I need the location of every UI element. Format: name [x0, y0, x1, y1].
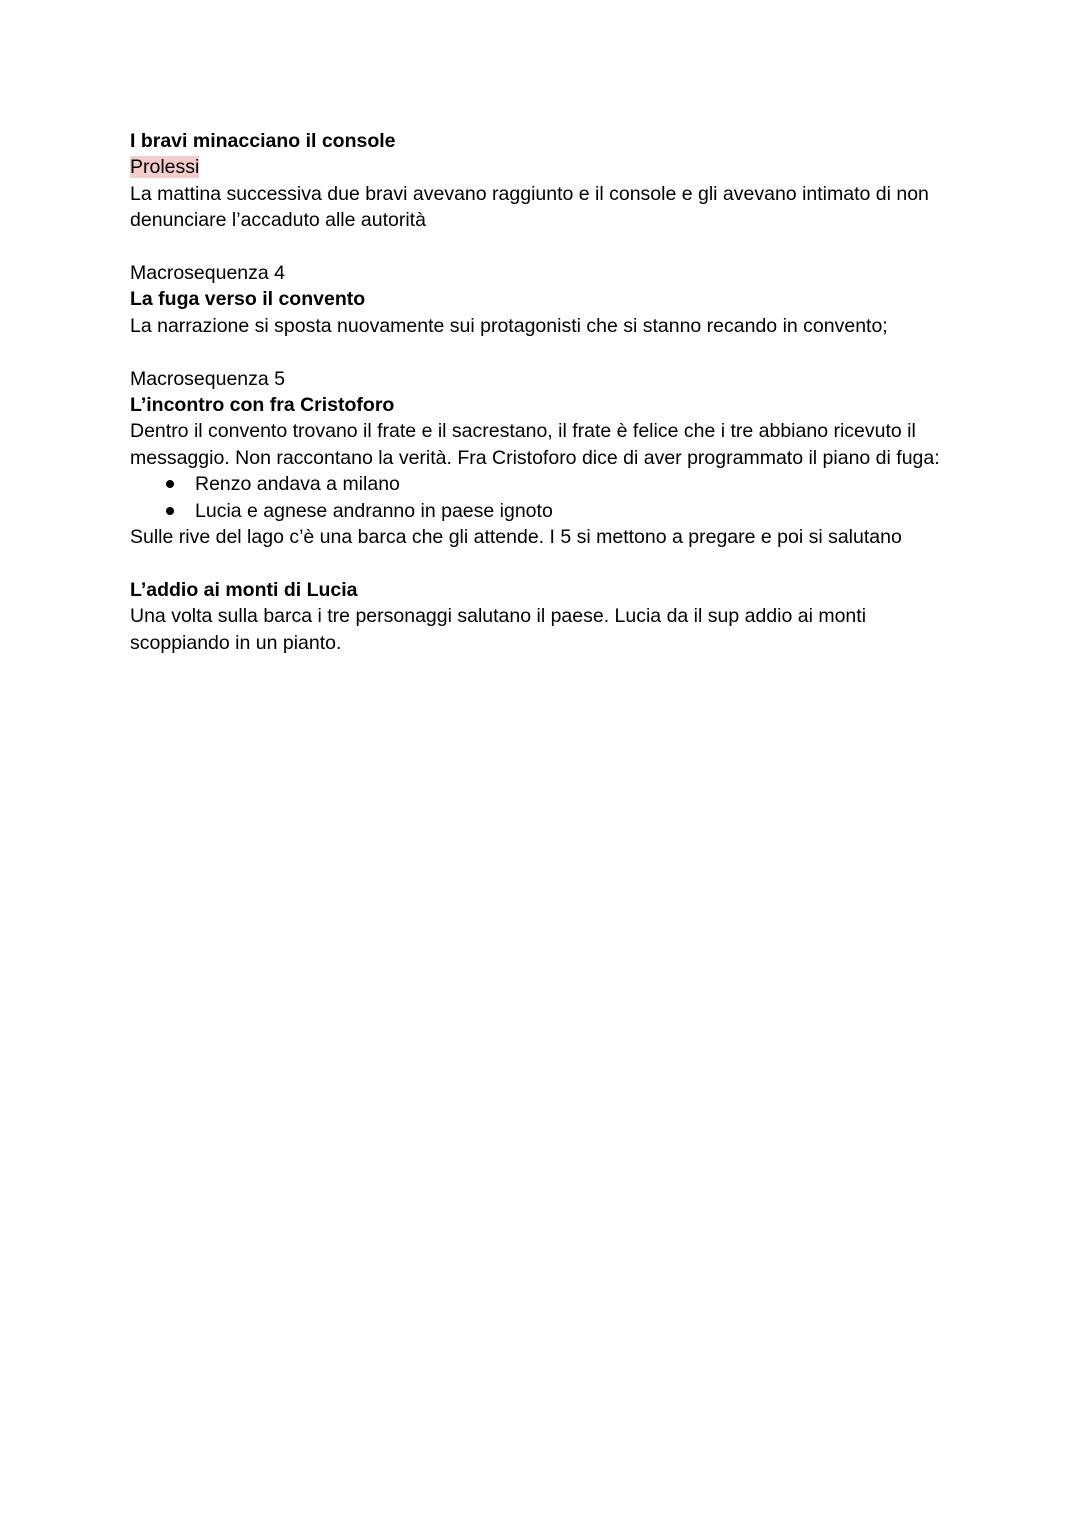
- paragraph-gap: [130, 550, 960, 576]
- paragraph-gap: [130, 339, 960, 365]
- bullet-icon: [166, 507, 174, 515]
- section-heading: L’addio ai monti di Lucia: [130, 578, 358, 601]
- bullet-icon: [166, 480, 174, 488]
- highlighted-tag: Prolessi: [130, 156, 200, 179]
- list-item: [130, 498, 960, 524]
- section-body: La mattina successiva due bravi avevano raggiunto e il console e gli avevano intimato di non denunciare l’accaduto alle autorità: [130, 182, 929, 232]
- section-heading: La fuga verso il convento: [130, 288, 366, 311]
- list-item-text: Renzo andava a milano: [195, 473, 400, 496]
- section-tag-line: [130, 154, 960, 180]
- section-heading: L’incontro con fra Cristoforo: [130, 394, 395, 417]
- section-body: La narrazione si sposta nuovamente sui protagonisti che si stanno recando in convento;: [130, 314, 888, 337]
- section-heading: I bravi minacciano il console: [130, 130, 396, 152]
- section-after-text: Sulle rive del lago c’è una barca che gli attende. I 5 si mettono a pregare e poi si salutano: [130, 526, 902, 549]
- list-item-text: Lucia e agnese andranno in paese ignoto: [195, 499, 553, 522]
- list-item: [130, 471, 960, 497]
- section-label: Macrosequenza 5: [130, 367, 286, 390]
- bullet-list: [130, 471, 960, 524]
- paragraph-gap: [130, 234, 960, 260]
- section-body: Dentro il convento trovano il frate e il sacrestano, il frate è felice che i tre abbiano ricevuto il messaggio. Non raccontano la verità. Fra Cristoforo dice di aver programmato il piano di fuga:: [130, 420, 940, 469]
- section-body: Una volta sulla barca i tre personaggi salutano il paese. Lucia da il sup addio ai monti scoppiando in un pianto.: [130, 605, 867, 654]
- section-label: Macrosequenza 4: [130, 262, 286, 285]
